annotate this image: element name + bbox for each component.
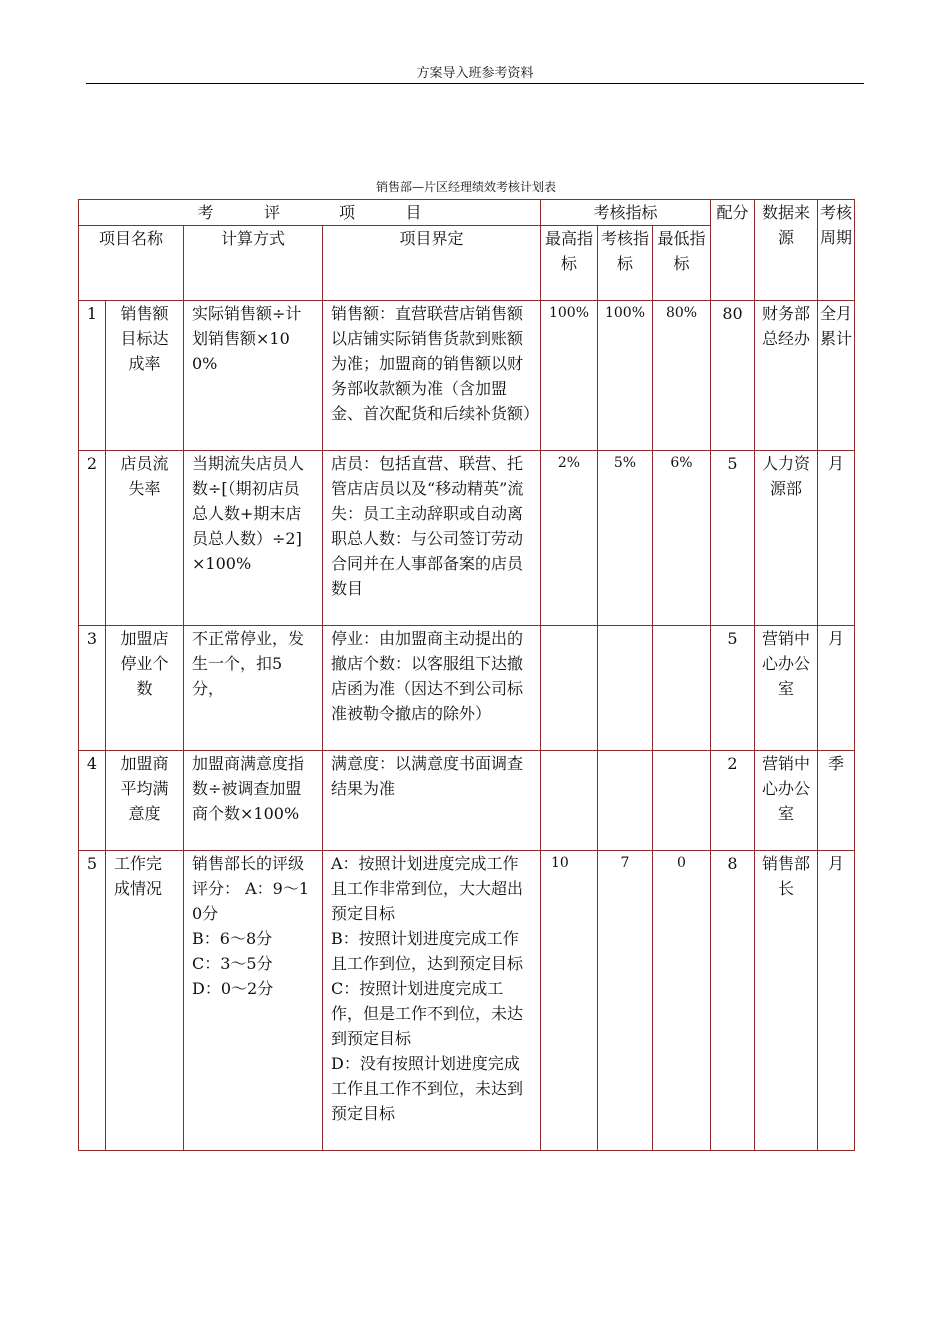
item-name: 工作完成情况 bbox=[106, 851, 184, 1151]
row-number: 1 bbox=[79, 301, 106, 451]
header-data-source: 数据来源 bbox=[755, 200, 818, 301]
data-source: 人力资源部 bbox=[755, 451, 818, 626]
max-indicator bbox=[541, 626, 598, 751]
score: 5 bbox=[711, 626, 755, 751]
item-name: 加盟店停业个数 bbox=[106, 626, 184, 751]
header-calc-method: 计算方式 bbox=[184, 226, 323, 301]
row-number: 5 bbox=[79, 851, 106, 1151]
min-indicator: 6% bbox=[653, 451, 711, 626]
header-definition: 项目界定 bbox=[323, 226, 541, 301]
row-number: 3 bbox=[79, 626, 106, 751]
score: 80 bbox=[711, 301, 755, 451]
header-max: 最高指标 bbox=[541, 226, 598, 301]
calc-method: 实际销售额÷计划销售额×100% bbox=[184, 301, 323, 451]
header-target: 考核指标 bbox=[598, 226, 653, 301]
target-indicator: 100% bbox=[598, 301, 653, 451]
calc-method: 当期流失店员人数÷[（期初店员总人数+期末店员总人数）÷2]×100% bbox=[184, 451, 323, 626]
definition: 停业：由加盟商主动提出的撤店个数：以客服组下达撤店函为准（因达不到公司标准被勒令撤店的除外） bbox=[323, 626, 541, 751]
target-indicator bbox=[598, 751, 653, 851]
item-name: 销售额目标达成率 bbox=[106, 301, 184, 451]
period: 月 bbox=[818, 851, 855, 1151]
max-indicator: 2% bbox=[541, 451, 598, 626]
period: 月 bbox=[818, 626, 855, 751]
header-evaluation-item: 考 评 项 目 bbox=[79, 200, 541, 226]
period: 季 bbox=[818, 751, 855, 851]
item-name: 店员流失率 bbox=[106, 451, 184, 626]
data-source: 财务部总经办 bbox=[755, 301, 818, 451]
score: 5 bbox=[711, 451, 755, 626]
definition: 满意度：以满意度书面调查结果为准 bbox=[323, 751, 541, 851]
item-name: 加盟商平均满意度 bbox=[106, 751, 184, 851]
max-indicator: 10 bbox=[541, 851, 598, 1151]
data-source: 营销中心办公室 bbox=[755, 626, 818, 751]
header-score: 配分 bbox=[711, 200, 755, 301]
period: 全月累计 bbox=[818, 301, 855, 451]
min-indicator: 80% bbox=[653, 301, 711, 451]
calc-method: 销售部长的评级评分： A：9～10分 B：6～8分 C：3～5分 D：0～2分 bbox=[184, 851, 323, 1151]
definition: 销售额：直营联营店销售额以店铺实际销售货款到账额为准；加盟商的销售额以财务部收款额为准（含加盟金、首次配货和后续补货额） bbox=[323, 301, 541, 451]
header-period: 考核周期 bbox=[818, 200, 855, 301]
table-row bbox=[79, 626, 855, 751]
max-indicator bbox=[541, 751, 598, 851]
min-indicator: 0 bbox=[653, 851, 711, 1151]
header-min: 最低指标 bbox=[653, 226, 711, 301]
score: 8 bbox=[711, 851, 755, 1151]
header-rule bbox=[86, 83, 864, 84]
page-header: 方案导入班参考资料 bbox=[416, 66, 534, 81]
data-source: 销售部长 bbox=[755, 851, 818, 1151]
table-row bbox=[79, 751, 855, 851]
definition: A：按照计划进度完成工作且工作非常到位，大大超出预定目标 B：按照计划进度完成工作且工作到位，达到预定目标 C：按照计划进度完成工作，但是工作不到位，未达到预定目标 D：没有按照计划进度完成工作且工作不到位，未达到预定目标 bbox=[323, 851, 541, 1151]
row-number: 2 bbox=[79, 451, 106, 626]
header-item-name: 项目名称 bbox=[79, 226, 184, 301]
period: 月 bbox=[818, 451, 855, 626]
kpi-table bbox=[78, 199, 855, 1151]
document-title: 销售部—片区经理绩效考核计划表 bbox=[375, 180, 556, 194]
min-indicator bbox=[653, 626, 711, 751]
table-row bbox=[79, 451, 855, 626]
table-row bbox=[79, 851, 855, 1151]
definition: 店员：包括直营、联营、托管店店员以及“移动精英”流失：员工主动辞职或自动离职总人数：与公司签订劳动合同并在人事部备案的店员数目 bbox=[323, 451, 541, 626]
min-indicator bbox=[653, 751, 711, 851]
score: 2 bbox=[711, 751, 755, 851]
target-indicator bbox=[598, 626, 653, 751]
header-indicators: 考核指标 bbox=[541, 200, 711, 226]
data-source: 营销中心办公室 bbox=[755, 751, 818, 851]
row-number: 4 bbox=[79, 751, 106, 851]
calc-method: 加盟商满意度指数÷被调查加盟商个数×100% bbox=[184, 751, 323, 851]
target-indicator: 7 bbox=[598, 851, 653, 1151]
header-row-1 bbox=[79, 200, 855, 226]
target-indicator: 5% bbox=[598, 451, 653, 626]
max-indicator: 100% bbox=[541, 301, 598, 451]
table-row bbox=[79, 301, 855, 451]
calc-method: 不正常停业，发生一个，扣5分， bbox=[184, 626, 323, 751]
